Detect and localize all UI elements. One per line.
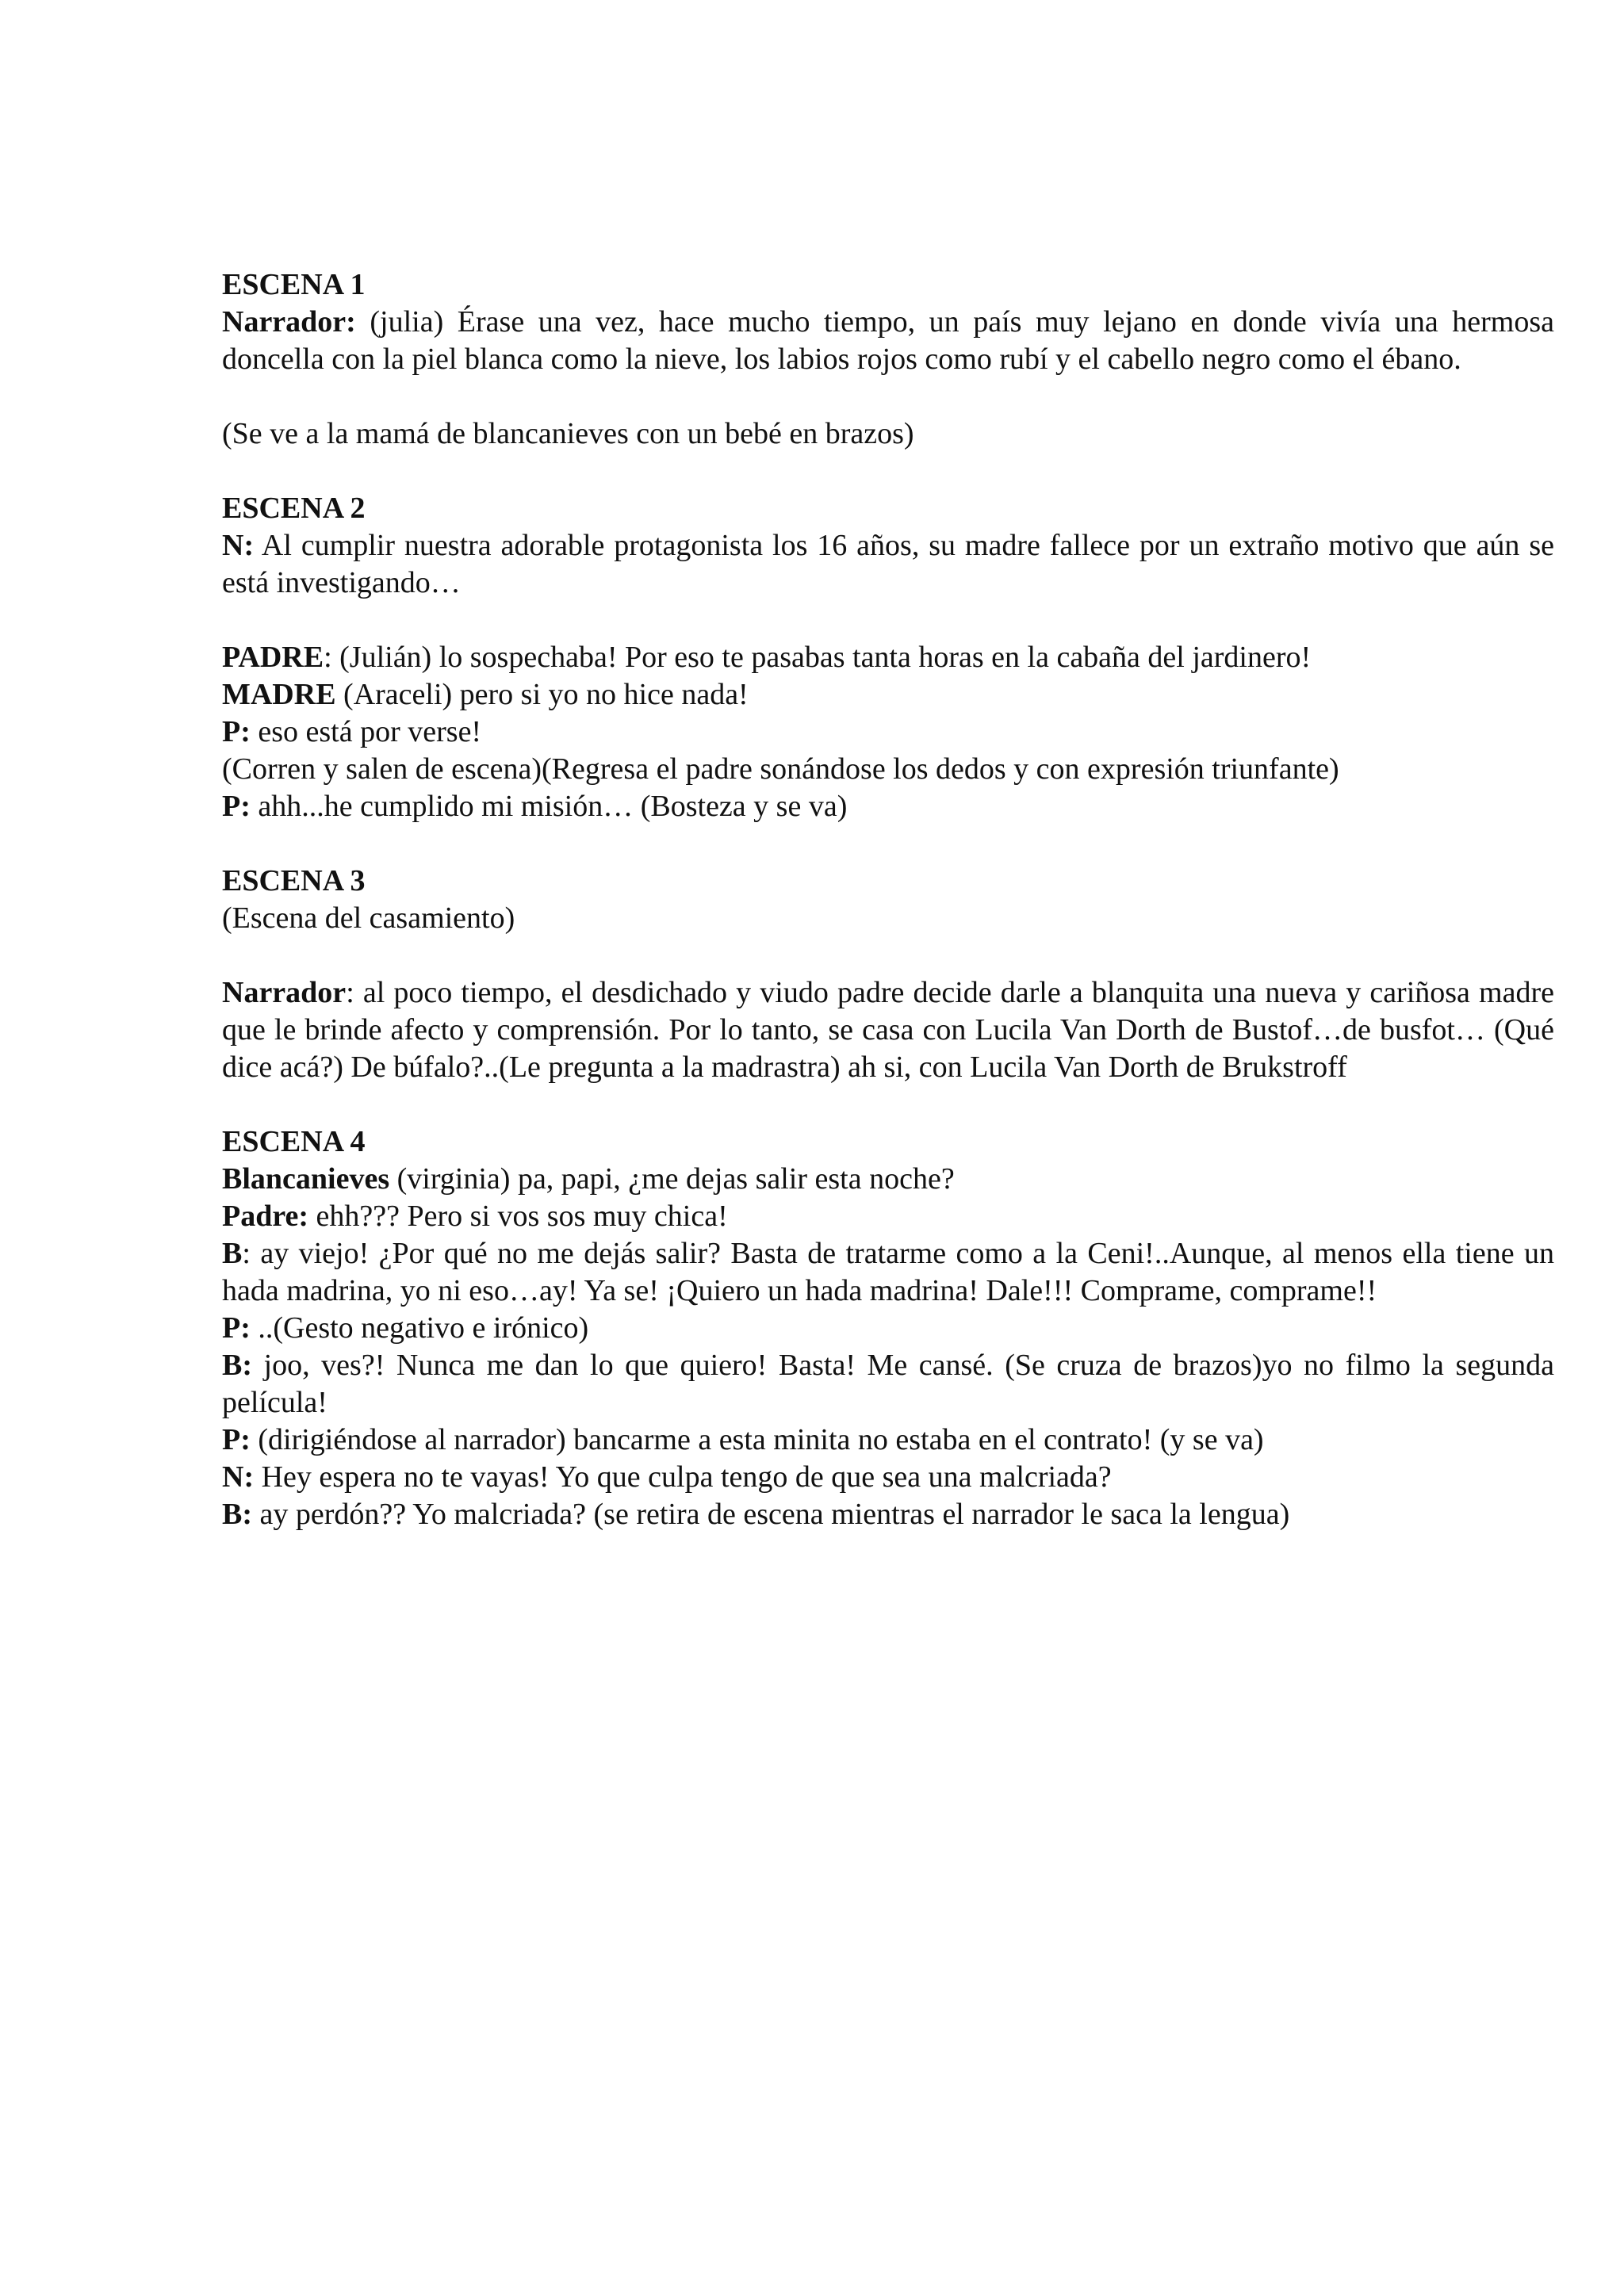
blank-line <box>222 1086 1554 1123</box>
dialogue-line <box>222 1235 1554 1310</box>
line-text: : al poco tiempo, el desdichado y viudo padre decide darle a blanquita una nueva y cariñosa madre que le brinde afecto y comprensión. Por lo tanto, se casa con Lucila Van Dorth de Bustof…de busfot… (Qué dice acá?) De búfalo?..(Le pregunta a la madrastra) ah si, con Lucila Van Dorth de Brukstroff <box>222 976 1554 1084</box>
dialogue-line <box>222 676 1554 714</box>
stage-direction <box>222 751 1554 788</box>
line-text: ehh??? Pero si vos sos muy chica! <box>308 1200 728 1233</box>
scene-title: ESCENA 2 <box>222 492 366 525</box>
speaker-name: B <box>222 1237 243 1270</box>
line-text: Al cumplir nuestra adorable protagonista los 16 años, su madre fallece por un extraño motivo que aún se está investigando… <box>222 529 1554 599</box>
dialogue-line <box>222 1161 1554 1198</box>
dialogue-line <box>222 639 1554 676</box>
speaker-name: MADRE <box>222 678 336 711</box>
speaker-name: Narrador <box>222 976 347 1009</box>
blank-line <box>222 937 1554 974</box>
blank-line <box>222 453 1554 490</box>
line-text: (Escena del casamiento) <box>222 901 515 935</box>
line-text: Hey espera no te vayas! Yo que culpa tengo de que sea una malcriada? <box>254 1460 1112 1494</box>
script-body <box>222 266 1554 1533</box>
dialogue-line <box>222 1310 1554 1347</box>
line-text: ahh...he cumplido mi misión… (Bosteza y se va) <box>250 790 848 823</box>
speaker-name: Narrador: <box>222 305 356 339</box>
line-text: (virginia) pa, papi, ¿me dejas salir esta noche? <box>389 1162 955 1196</box>
speaker-name: B: <box>222 1349 252 1382</box>
line-text: (dirigiéndose al narrador) bancarme a esta minita no estaba en el contrato! (y se va) <box>250 1423 1264 1456</box>
line-text: eso está por verse! <box>250 715 482 748</box>
dialogue-line <box>222 714 1554 751</box>
dialogue-line <box>222 974 1554 1086</box>
blank-line <box>222 825 1554 863</box>
line-text: (Se ve a la mamá de blancanieves con un bebé en brazos) <box>222 417 914 450</box>
speaker-name: P: <box>222 715 251 748</box>
dialogue-line <box>222 1198 1554 1235</box>
dialogue-line <box>222 1496 1554 1533</box>
line-text: : (Julián) lo sospechaba! Por eso te pasabas tanta horas en la cabaña del jardinero! <box>324 641 1312 674</box>
line-text: (Araceli) pero si yo no hice nada! <box>335 678 749 711</box>
stage-direction <box>222 900 1554 937</box>
dialogue-line <box>222 1459 1554 1496</box>
scene-title: ESCENA 4 <box>222 1125 366 1158</box>
dialogue-line <box>222 1347 1554 1422</box>
speaker-name: PADRE <box>222 641 324 674</box>
speaker-name: B: <box>222 1498 252 1531</box>
speaker-name: Padre: <box>222 1200 309 1233</box>
scene-title: ESCENA 1 <box>222 268 366 301</box>
line-text: (Corren y salen de escena)(Regresa el padre sonándose los dedos y con expresión triunfante) <box>222 752 1339 786</box>
dialogue-line <box>222 788 1554 825</box>
scene-section <box>222 1123 1554 1533</box>
speaker-name: N: <box>222 529 255 562</box>
line-text: : ay viejo! ¿Por qué no me dejás salir? Basta de tratarme como a la Ceni!..Aunque, al menos ella tiene un hada madrina, yo ni eso…ay! Ya se! ¡Quiero un hada madrina! Dale!!! Comprame, comprame!! <box>222 1237 1554 1307</box>
dialogue-line <box>222 1422 1554 1459</box>
dialogue-line <box>222 527 1554 602</box>
speaker-name: P: <box>222 790 251 823</box>
scene-title: ESCENA 3 <box>222 864 366 897</box>
speaker-name: P: <box>222 1423 251 1456</box>
blank-line <box>222 602 1554 639</box>
blank-line <box>222 378 1554 415</box>
speaker-name: N: <box>222 1460 255 1494</box>
stage-direction <box>222 415 1554 453</box>
speaker-name: P: <box>222 1311 251 1345</box>
line-text: ..(Gesto negativo e irónico) <box>250 1311 589 1345</box>
line-text: joo, ves?! Nunca me dan lo que quiero! Basta! Me cansé. (Se cruza de brazos)yo no filmo la segunda película! <box>222 1349 1554 1419</box>
line-text: ay perdón?? Yo malcriada? (se retira de escena mientras el narrador le saca la lengua) <box>252 1498 1290 1531</box>
scene-section <box>222 266 1554 453</box>
speaker-name: Blancanieves <box>222 1162 390 1196</box>
scene-section <box>222 863 1554 1086</box>
dialogue-line <box>222 304 1554 378</box>
scene-section <box>222 490 1554 825</box>
line-text: (julia) Érase una vez, hace mucho tiempo, un país muy lejano en donde vivía una hermosa doncella con la piel blanca como la nieve, los labios rojos como rubí y el cabello negro como el ébano. <box>222 305 1554 376</box>
